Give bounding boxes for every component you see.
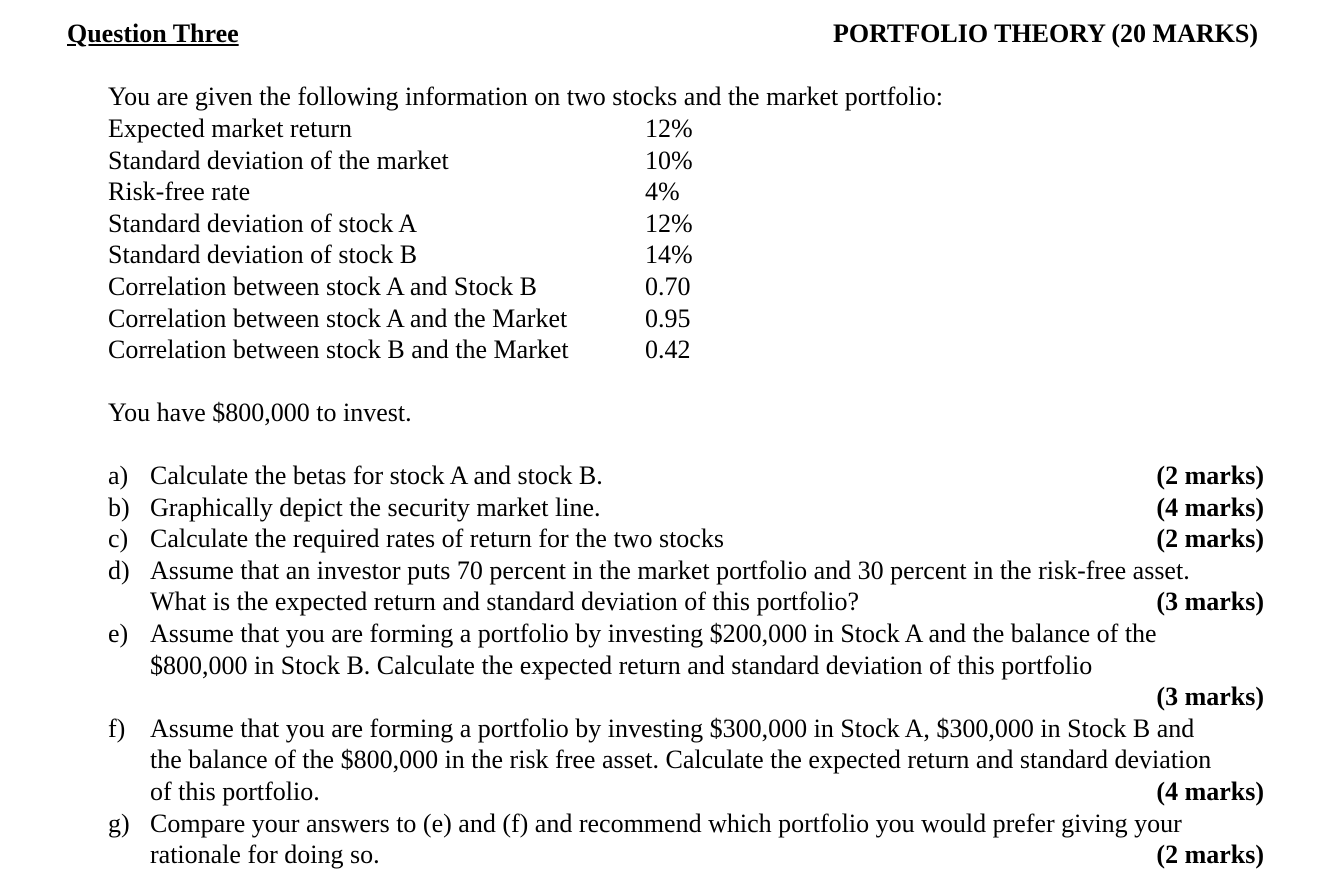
question-f xyxy=(108,713,1264,808)
data-row xyxy=(108,303,693,335)
question-letter: g) xyxy=(108,808,130,838)
data-row xyxy=(108,208,693,240)
section-title: PORTFOLIO THEORY (20 MARKS) xyxy=(832,19,1258,48)
data-value: 12% xyxy=(645,114,693,143)
data-value: 14% xyxy=(645,240,693,270)
data-row xyxy=(108,271,693,303)
given-data-table xyxy=(108,113,693,366)
question-text: Calculate the betas for stock A and stock B. xyxy=(150,461,603,490)
marks-label: (2 marks) xyxy=(1156,461,1264,490)
question-text: $800,000 in Stock B. Calculate the expected return and standard deviation of this portfolio xyxy=(150,650,1093,680)
question-e xyxy=(108,618,1264,713)
marks-label: (4 marks) xyxy=(1156,492,1264,522)
question-text: What is the expected return and standard deviation of this portfolio? xyxy=(150,587,859,617)
data-label: Standard deviation of the market xyxy=(108,145,449,175)
data-label: Standard deviation of stock B xyxy=(108,240,418,270)
question-letter: b) xyxy=(108,492,130,522)
question-letter: e) xyxy=(108,618,129,648)
question-heading: Question Three xyxy=(67,19,239,48)
data-value: 0.95 xyxy=(645,303,691,333)
data-row xyxy=(108,113,693,145)
data-value: 4% xyxy=(645,177,680,207)
data-label: Correlation between stock A and the Market xyxy=(108,303,568,333)
question-text: Assume that you are forming a portfolio by investing $300,000 in Stock A, $300,000 in Stock B and xyxy=(150,713,1195,743)
marks-label: (3 marks) xyxy=(1156,682,1264,712)
question-d xyxy=(108,555,1264,618)
data-label: Correlation between stock B and the Market xyxy=(108,335,569,365)
data-value: 0.70 xyxy=(645,271,691,301)
question-text: the balance of the $800,000 in the risk free asset. Calculate the expected return and standard deviation xyxy=(150,745,1212,775)
question-letter: d) xyxy=(108,555,130,585)
question-text: Assume that an investor puts 70 percent in the market portfolio and 30 percent in the risk-free asset. xyxy=(150,555,1190,585)
question-letter: f) xyxy=(108,713,126,743)
marks-label: (4 marks) xyxy=(1156,776,1264,806)
marks-label: (3 marks) xyxy=(1156,587,1264,617)
marks-label: (2 marks) xyxy=(1156,840,1264,870)
data-value: 12% xyxy=(645,208,693,238)
question-g xyxy=(108,808,1264,871)
question-text: Calculate the required rates of return for the two stocks xyxy=(150,524,724,554)
data-row xyxy=(108,145,693,177)
question-text: of this portfolio. xyxy=(150,776,320,806)
data-label: Expected market return xyxy=(108,114,352,143)
question-text: Graphically depict the security market line. xyxy=(150,492,601,522)
data-value: 0.42 xyxy=(645,335,691,365)
marks-label: (2 marks) xyxy=(1156,524,1264,554)
question-a xyxy=(108,460,1264,492)
data-row xyxy=(108,239,693,271)
question-letter: c) xyxy=(108,524,129,554)
question-text: Compare your answers to (e) and (f) and recommend which portfolio you would prefer giving your xyxy=(150,808,1182,838)
question-letter: a) xyxy=(108,461,129,490)
intro-text: You are given the following information on two stocks and the market portfolio: xyxy=(108,82,943,111)
data-row xyxy=(108,334,693,366)
data-row xyxy=(108,176,693,208)
data-label: Correlation between stock A and Stock B xyxy=(108,271,537,301)
question-text: Assume that you are forming a portfolio by investing $200,000 in Stock A and the balance of the xyxy=(150,618,1157,648)
question-text: rationale for doing so. xyxy=(150,840,380,870)
data-label: Standard deviation of stock A xyxy=(108,208,418,238)
question-c xyxy=(108,523,1264,555)
invest-amount-text: You have $800,000 to invest. xyxy=(108,398,412,427)
data-label: Risk-free rate xyxy=(108,177,251,207)
question-b xyxy=(108,492,1264,524)
question-list xyxy=(108,460,1264,871)
data-value: 10% xyxy=(645,145,693,175)
